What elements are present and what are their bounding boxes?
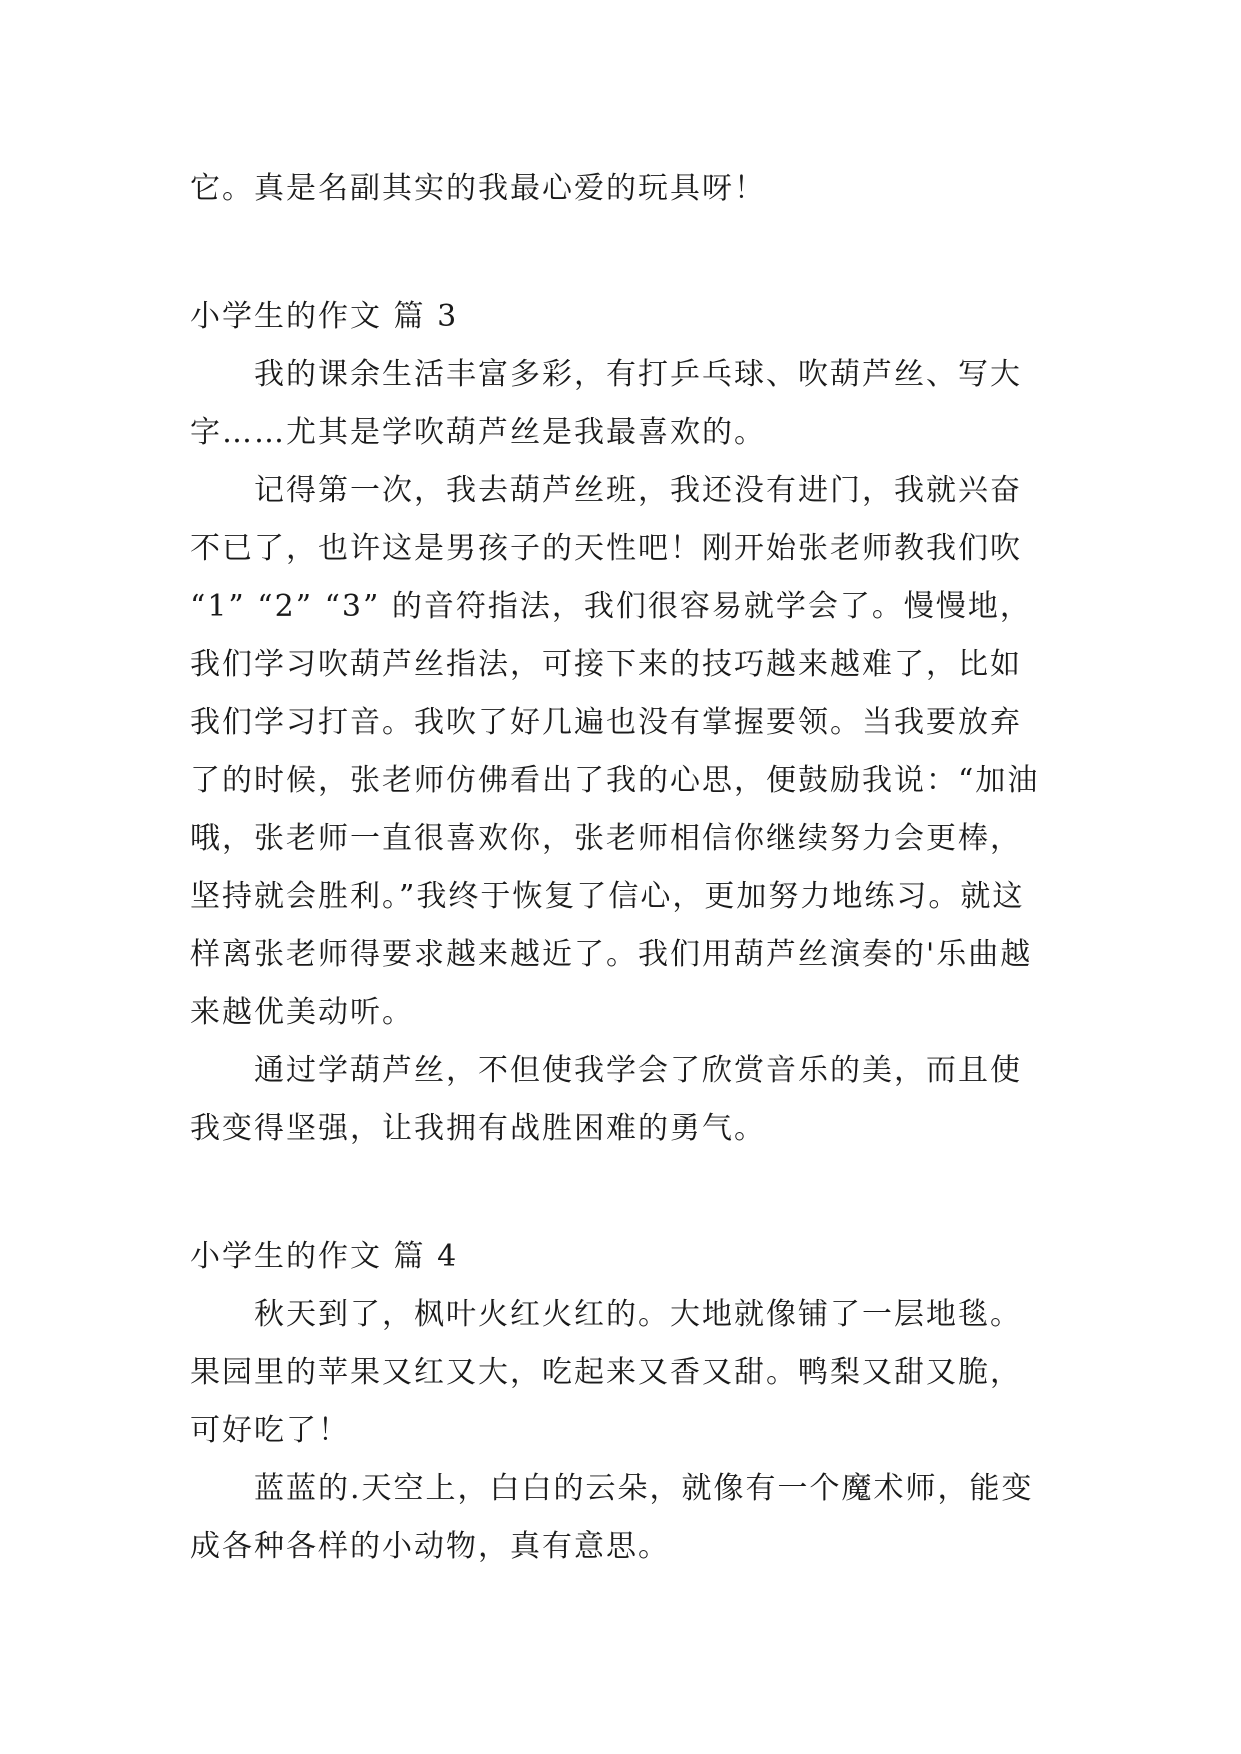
section-heading-4: 小学生的作文 篇 4	[190, 1239, 459, 1274]
paragraph: 蓝蓝的.天空上，白白的云朵，就像有一个魔术师，能变成各种各样的小动物，真有意思。	[190, 1471, 1034, 1564]
paragraph: 记得第一次，我去葫芦丝班，我还没有进门，我就兴奋不已了，也许这是男孩子的天性吧！刚开始张老师教我们吹 “1” “2” “3” 的音符指法，我们很容易就学会了。慢慢地，我们学习吹葫芦丝指法，可接下来的技巧越来越难了，比如我们学习打音。我吹了好几遍也没有掌握要领。当我要放弃了的时候，张老师仿佛看出了我的心思，便鼓励我说：“加油哦，张老师一直很喜欢你，张老师相信你继续努力会更棒，坚持就会胜利。”我终于恢复了信心，更加努力地练习。就这样离张老师得要求越来越近了。我们用葫芦丝演奏的'乐曲越来越优美动听。	[190, 473, 1040, 1030]
section-heading-3: 小学生的作文 篇 3	[190, 299, 459, 334]
paragraph: 秋天到了，枫叶火红火红的。大地就像铺了一层地毯。果园里的苹果又红又大，吃起来又香又甜。鸭梨又甜又脆，可好吃了！	[190, 1297, 1022, 1448]
section-spacer	[190, 1158, 1050, 1228]
document-body	[190, 160, 1050, 1576]
continued-paragraph: 它。真是名副其实的我最心爱的玩具呀！	[190, 171, 766, 206]
paragraph: 通过学葫芦丝，不但使我学会了欣赏音乐的美，而且使我变得坚强，让我拥有战胜困难的勇气。	[190, 1053, 1022, 1146]
paragraph: 我的课余生活丰富多彩，有打乒乓球、吹葫芦丝、写大字……尤其是学吹葫芦丝是我最喜欢的。	[190, 357, 1022, 450]
section-spacer	[190, 218, 1050, 288]
